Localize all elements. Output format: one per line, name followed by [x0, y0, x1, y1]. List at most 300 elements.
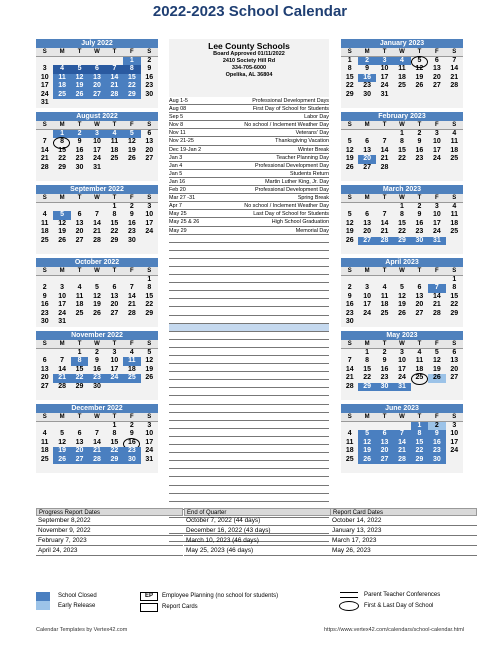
report-card-row: March 17, 2023 [330, 536, 477, 546]
day-cell: 30 [345, 317, 354, 325]
quarter-row: March 10, 2023 (46 days) [184, 536, 331, 546]
day-empty [106, 276, 123, 284]
event-date: Nov 11 [169, 130, 186, 137]
day-cell: 28 [58, 382, 67, 390]
day-grid [36, 203, 158, 245]
weekday-label: S [147, 414, 152, 420]
month-june-2023 [341, 404, 463, 473]
legend-early: Early Release [58, 603, 96, 609]
day-cell: 3 [376, 57, 393, 65]
day-cell: 14 [450, 65, 459, 73]
day-cell: 14 [93, 438, 101, 446]
weekday-label: T [382, 122, 387, 128]
day-cell: 3 [88, 130, 105, 138]
weekday-header [36, 48, 158, 57]
weekday-label: F [435, 268, 439, 274]
day-empty [36, 203, 53, 211]
day-cell: 4 [452, 130, 457, 137]
day-cell: 27 [75, 236, 84, 244]
day-cell: 4 [129, 349, 134, 356]
day-cell: 29 [345, 90, 354, 98]
day-cell: 21 [106, 82, 123, 90]
legend-ptc: Parent Teacher Conferences [364, 592, 441, 598]
day-cell: 16 [345, 301, 354, 309]
day-cell: 2 [42, 284, 47, 292]
weekday-label: T [112, 341, 117, 347]
day-cell: 9 [129, 211, 134, 219]
weekday-label: S [147, 122, 152, 128]
day-cell: 10 [380, 65, 389, 73]
day-cell: 12 [93, 292, 101, 300]
day-cell: 18 [53, 82, 70, 90]
day-cell: 20 [145, 146, 154, 154]
day-cell: 7 [347, 357, 352, 365]
month-header: December 2022 [36, 404, 158, 413]
day-cell: 12 [71, 74, 88, 82]
day-cell: 10 [58, 292, 67, 300]
day-cell: 27 [40, 382, 49, 390]
weekday-header [36, 413, 158, 422]
event-desc: Professional Development Days [252, 98, 329, 104]
day-cell: 8 [400, 138, 404, 146]
day-cell: 21 [345, 374, 354, 382]
weekday-header [36, 121, 158, 130]
day-cell: 24 [93, 155, 101, 163]
weekday-label: S [42, 122, 47, 128]
day-cell: 31 [380, 90, 389, 98]
day-cell: 22 [145, 301, 154, 309]
day-cell: 27 [376, 456, 393, 464]
weekday-label: M [59, 268, 65, 274]
school-info [169, 39, 329, 97]
day-cell: 10 [432, 211, 441, 219]
day-cell: 7 [95, 211, 99, 219]
day-cell: 17 [93, 146, 101, 154]
day-cell: 24 [450, 447, 459, 455]
day-cell: 2 [358, 57, 375, 65]
day-empty [376, 130, 393, 138]
right-calendar-column [341, 39, 463, 477]
event-blank-row [169, 477, 329, 485]
day-cell: 19 [345, 155, 354, 163]
day-cell: 10 [398, 357, 406, 365]
day-cell: 31 [58, 317, 67, 325]
event-blank-row [169, 461, 329, 469]
day-cell: 29 [393, 237, 410, 245]
day-cell: 5 [60, 430, 65, 438]
day-cell: 19 [145, 365, 154, 373]
event-row [169, 129, 329, 137]
event-blank-row [169, 494, 329, 502]
day-cell: 29 [123, 91, 140, 99]
month-december-2022 [36, 404, 158, 473]
event-blank-row [169, 413, 329, 421]
day-cell: 27 [88, 91, 105, 99]
event-blank-row [169, 469, 329, 477]
day-cell: 6 [376, 430, 393, 438]
event-blank-row [169, 275, 329, 283]
day-cell: 8 [112, 211, 117, 219]
event-date: Jan 16 [169, 178, 186, 185]
day-cell: 6 [452, 349, 457, 356]
day-cell: 14 [393, 439, 410, 447]
day-cell: 9 [42, 292, 47, 300]
day-cell: 16 [380, 365, 389, 373]
event-blank-row [169, 372, 329, 380]
day-cell: 1 [347, 57, 352, 64]
report-card-swatch-icon [140, 603, 158, 612]
day-cell: 25 [40, 455, 49, 463]
weekday-label: F [130, 195, 134, 201]
day-cell: 27 [450, 374, 459, 382]
day-cell: 11 [346, 438, 354, 446]
events-column [169, 39, 329, 542]
weekday-label: W [94, 268, 100, 274]
day-cell: 5 [147, 349, 152, 356]
event-row [169, 170, 329, 178]
event-row [169, 194, 329, 202]
day-cell: 15 [398, 219, 406, 227]
day-cell: 18 [398, 73, 406, 81]
school-city: Opelika, AL 36804 [225, 72, 273, 78]
day-cell: 18 [450, 146, 459, 154]
day-cell: 13 [75, 219, 84, 227]
day-empty [123, 276, 140, 284]
day-cell: 5 [411, 57, 428, 65]
report-card-row: May 26, 2023 [330, 546, 477, 556]
day-cell: 26 [415, 82, 424, 90]
day-cell: 16 [75, 146, 84, 154]
day-grid [341, 57, 463, 99]
event-blank-row [169, 307, 329, 315]
day-cell: 11 [380, 292, 389, 300]
day-cell: 9 [365, 65, 370, 73]
day-cell: 18 [345, 447, 354, 455]
day-cell: 28 [93, 236, 101, 244]
day-cell: 26 [53, 456, 70, 464]
event-blank-row [169, 396, 329, 404]
day-cell: 4 [42, 211, 47, 219]
day-cell: 27 [145, 155, 154, 163]
weekday-label: M [364, 414, 370, 420]
day-empty [341, 276, 358, 284]
weekday-label: S [452, 195, 457, 201]
day-cell: 2 [428, 422, 445, 430]
day-cell: 10 [110, 357, 119, 365]
weekday-label: T [112, 122, 117, 128]
weekday-label: S [42, 341, 47, 347]
day-cell: 17 [432, 146, 441, 154]
legend [36, 592, 476, 632]
footer-left[interactable]: Calendar Templates by Vertex42.com [36, 627, 128, 633]
day-cell: 4 [393, 57, 410, 65]
day-cell: 12 [358, 439, 375, 447]
weekday-header [341, 48, 463, 57]
month-header: June 2023 [341, 404, 463, 413]
weekday-label: M [364, 49, 370, 55]
quarter-row: May 25, 2023 (46 days) [184, 546, 331, 556]
event-desc: Teacher Planning Day [276, 154, 329, 161]
day-cell: 10 [93, 138, 101, 146]
month-header: November 2022 [36, 331, 158, 340]
day-cell: 23 [415, 155, 424, 163]
day-cell: 8 [347, 65, 352, 73]
day-cell: 1 [452, 276, 457, 283]
day-cell: 14 [432, 292, 441, 300]
day-cell: 25 [75, 309, 84, 317]
weekday-label: W [399, 414, 405, 420]
day-cell: 18 [380, 301, 389, 309]
month-february-2023 [341, 112, 463, 181]
day-cell: 7 [42, 138, 47, 146]
progress-row: November 9, 2022 [36, 526, 183, 536]
day-cell: 15 [345, 73, 354, 81]
day-cell: 15 [110, 219, 119, 227]
day-empty [88, 276, 105, 284]
weekday-label: T [417, 49, 422, 55]
day-cell: 26 [127, 155, 136, 163]
day-cell: 3 [112, 349, 117, 356]
day-cell: 2 [347, 284, 352, 292]
day-cell: 1 [112, 422, 117, 429]
month-september-2022 [36, 185, 158, 254]
day-cell: 13 [75, 438, 84, 446]
day-cell: 3 [42, 65, 47, 73]
day-cell: 11 [53, 74, 70, 82]
day-cell: 4 [42, 430, 47, 438]
weekday-label: T [77, 122, 82, 128]
day-empty [36, 422, 53, 430]
event-blank-row [169, 291, 329, 299]
day-cell: 13 [40, 365, 49, 373]
weekday-label: M [59, 414, 65, 420]
day-cell: 3 [365, 284, 370, 292]
day-cell: 18 [415, 365, 424, 373]
day-cell: 21 [393, 447, 410, 455]
left-calendar-column [36, 39, 158, 477]
day-grid [36, 349, 158, 391]
event-blank-row [169, 299, 329, 307]
day-cell: 13 [415, 292, 424, 300]
day-cell: 23 [127, 228, 136, 236]
day-cell: 18 [127, 365, 136, 373]
day-cell: 3 [147, 203, 152, 210]
progress-report-header: Progress Report Dates [36, 508, 183, 516]
day-cell: 7 [95, 430, 99, 438]
weekday-label: F [130, 414, 134, 420]
day-cell: 19 [58, 228, 67, 236]
weekday-label: F [435, 414, 439, 420]
day-cell: 26 [71, 91, 88, 99]
day-cell: 20 [75, 228, 84, 236]
event-desc: Spring Break [297, 195, 329, 202]
day-cell: 14 [380, 146, 389, 154]
day-cell: 12 [415, 65, 424, 73]
day-cell: 30 [93, 382, 101, 390]
day-cell: 28 [432, 309, 441, 317]
school-name: Lee County Schools [208, 41, 290, 51]
day-cell: 2 [129, 422, 134, 429]
weekday-label: S [452, 49, 457, 55]
day-cell: 2 [71, 130, 88, 138]
day-cell: 17 [398, 365, 406, 373]
day-cell: 20 [450, 365, 459, 373]
day-cell: 4 [347, 430, 352, 438]
day-cell: 5 [347, 211, 352, 219]
day-cell: 22 [398, 228, 406, 236]
day-cell: 6 [417, 284, 422, 292]
day-cell: 3 [452, 422, 457, 429]
day-cell: 25 [53, 91, 70, 99]
day-cell: 17 [450, 438, 459, 446]
day-cell: 9 [77, 138, 82, 146]
day-cell: 30 [376, 383, 393, 391]
weekday-label: W [399, 195, 405, 201]
day-cell: 12 [432, 357, 441, 365]
day-cell: 2 [147, 57, 152, 64]
report-card-box [330, 508, 477, 556]
day-cell: 2 [382, 349, 387, 356]
day-cell: 17 [145, 219, 154, 227]
weekday-label: S [452, 341, 457, 347]
day-empty [88, 203, 105, 211]
event-desc: Thanksgiving Vacation [275, 138, 329, 145]
month-header: April 2023 [341, 258, 463, 267]
weekday-label: F [435, 122, 439, 128]
day-cell: 30 [145, 90, 154, 98]
day-cell: 31 [393, 383, 410, 391]
event-blank-row [169, 453, 329, 461]
day-cell: 17 [363, 301, 372, 309]
day-empty [71, 57, 88, 65]
weekday-label: S [147, 341, 152, 347]
weekday-label: S [42, 414, 47, 420]
legend-closed: School Closed [58, 593, 97, 599]
ptc-swatch-icon [340, 592, 358, 598]
day-cell: 28 [380, 163, 389, 171]
day-cell: 25 [380, 309, 389, 317]
day-cell: 17 [58, 301, 67, 309]
day-cell: 3 [434, 130, 439, 137]
event-row [169, 162, 329, 170]
day-cell: 12 [58, 219, 67, 227]
day-cell: 24 [106, 374, 123, 382]
day-cell: 13 [363, 219, 372, 227]
weekday-label: S [42, 49, 47, 55]
day-cell: 19 [53, 447, 70, 455]
day-cell: 12 [345, 146, 354, 154]
day-cell: 28 [345, 382, 354, 390]
day-cell: 3 [60, 284, 65, 292]
day-grid [36, 276, 158, 326]
weekday-label: F [435, 195, 439, 201]
day-cell: 5 [123, 130, 140, 138]
day-cell: 17 [40, 82, 49, 90]
event-row [169, 146, 329, 154]
report-card-row: January 13, 2023 [330, 526, 477, 536]
day-cell: 31 [145, 455, 154, 463]
day-cell: 21 [127, 301, 136, 309]
day-cell: 1 [123, 57, 140, 65]
day-cell: 8 [123, 65, 140, 73]
weekday-label: T [417, 195, 422, 201]
day-cell: 19 [71, 82, 88, 90]
day-cell: 3 [147, 422, 152, 429]
day-empty [341, 349, 358, 357]
day-empty [341, 422, 358, 430]
day-cell: 8 [53, 138, 70, 146]
weekday-label: T [382, 414, 387, 420]
weekday-label: F [130, 49, 134, 55]
day-cell: 26 [58, 236, 67, 244]
weekday-label: S [42, 195, 47, 201]
day-cell: 25 [450, 228, 459, 236]
event-date: Apr 7 [169, 203, 182, 210]
weekday-label: T [112, 414, 117, 420]
first-last-circle-icon [339, 601, 359, 611]
footer-right[interactable]: https://www.vertex42.com/calendars/school-calendar.html [323, 627, 464, 633]
weekday-header [341, 340, 463, 349]
event-row [169, 154, 329, 162]
event-desc: Veterans' Day [295, 130, 329, 137]
day-cell: 17 [432, 219, 441, 227]
school-address: 2410 Society Hill Rd [222, 58, 276, 64]
day-cell: 13 [145, 138, 154, 146]
day-empty [53, 57, 70, 65]
day-cell: 12 [345, 219, 354, 227]
progress-row: February 7, 2023 [36, 536, 183, 546]
day-cell: 25 [110, 155, 119, 163]
month-july-2022 [36, 39, 158, 108]
weekday-label: S [147, 49, 152, 55]
day-grid [341, 203, 463, 245]
day-cell: 11 [415, 357, 424, 365]
day-cell: 28 [40, 163, 49, 171]
day-cell: 19 [398, 301, 406, 309]
day-empty [36, 57, 53, 65]
weekday-label: T [382, 268, 387, 274]
day-cell: 13 [88, 74, 105, 82]
day-cell: 31 [40, 98, 49, 106]
day-cell: 10 [145, 211, 154, 219]
weekday-label: T [77, 414, 82, 420]
event-blank-row [169, 421, 329, 429]
day-cell: 30 [127, 236, 136, 244]
event-blank-row [169, 429, 329, 437]
day-empty [376, 203, 393, 211]
weekday-label: S [347, 414, 352, 420]
day-cell: 5 [358, 430, 375, 438]
weekday-label: T [77, 268, 82, 274]
event-row [169, 227, 329, 235]
day-cell: 5 [434, 349, 439, 356]
weekday-label: M [59, 49, 65, 55]
day-cell: 3 [400, 349, 404, 356]
day-cell: 20 [71, 447, 88, 455]
day-grid [36, 422, 158, 464]
weekday-label: S [147, 268, 152, 274]
day-empty [71, 276, 88, 284]
day-cell: 1 [112, 203, 117, 210]
legend-rc: Report Cards [162, 604, 198, 610]
progress-row: September 8,2022 [36, 516, 183, 526]
day-cell: 8 [71, 357, 88, 365]
day-cell: 22 [450, 301, 459, 309]
event-date: May 25 [169, 211, 187, 218]
weekday-label: T [112, 195, 117, 201]
event-blank-row [169, 445, 329, 453]
quarter-row: December 16, 2022 (43 days) [184, 526, 331, 536]
